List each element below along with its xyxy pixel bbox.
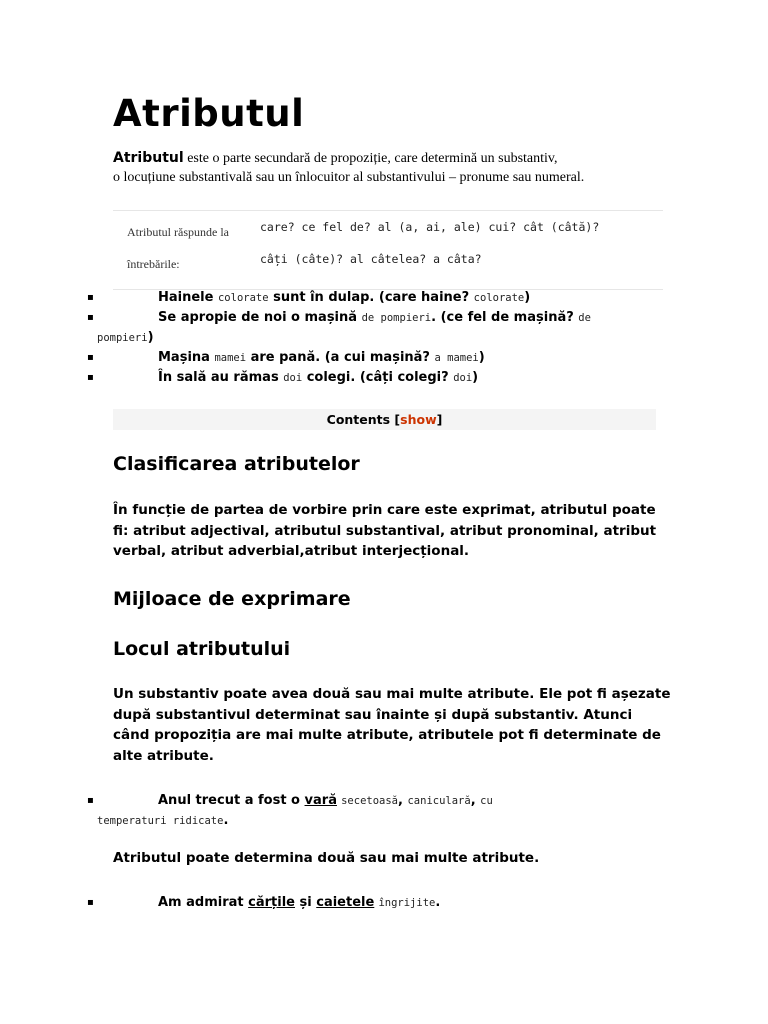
classification-paragraph: În funcție de partea de vorbire prin care este exprimat, atributul poate fi: atribut adjectival, atributul substantival, atribut pronominal, atribut verbal, atribut adverbial,atribut interjecțional. — [113, 502, 657, 559]
questions-label-line-2: întrebările: — [127, 257, 180, 271]
questions-list — [260, 211, 660, 275]
examples-list — [87, 288, 667, 388]
questions-line-1: care? ce fel de? al (a, ai, ale) cui? cât (câtă)? — [260, 220, 600, 234]
bullet-icon: ▪ — [87, 795, 94, 806]
place-paragraph: Un substantiv poate avea două sau mai multe atribute. Ele pot fi așezate după substantivul determinat sau înainte și după substantiv. Atunci când propoziția are mai multe atribute, atributele pot fi determinate de alte atribute. — [113, 686, 671, 764]
bullet-icon: ▪ — [87, 352, 94, 363]
table-of-contents: Contents [show] — [113, 409, 656, 430]
multiple-attributes-paragraph: Atributul poate determina două sau mai multe atribute. — [113, 850, 540, 866]
list-item: ▪ Anul trecut a fost o vară secetoasă, caniculară, cu temperaturi ridicate. — [87, 793, 493, 828]
list-item: ▪ Am admirat cărțile și caietele îngrijite. — [87, 893, 667, 913]
questions-label — [127, 216, 267, 280]
list-item: ▪ Mașina mamei are pană. (a cui mașină? a mamei) — [87, 348, 667, 368]
page-title: Atributul — [113, 92, 305, 135]
bullet-icon: ▪ — [87, 292, 94, 303]
bullet-icon: ▪ — [87, 897, 94, 908]
list-item: ▪ Se apropie de noi o mașină de pompieri. (ce fel de mașină? de pompieri) — [87, 310, 591, 345]
contents-show-link[interactable]: show — [400, 412, 437, 427]
example-year-list — [87, 791, 667, 831]
questions-label-line-1: Atributul răspunde la — [127, 225, 229, 239]
questions-line-2: câți (câte)? al câtelea? a câta? — [260, 252, 482, 266]
intro-line-1: este o parte secundară de propoziție, care determină un substantiv, — [183, 151, 558, 166]
intro-lead: Atributul — [113, 150, 184, 166]
questions-box — [113, 210, 663, 290]
heading-means-of-expression: Mijloace de exprimare — [113, 588, 351, 610]
bullet-icon: ▪ — [87, 372, 94, 383]
intro-paragraph — [113, 149, 673, 187]
heading-classification: Clasificarea atributelor — [113, 453, 360, 475]
list-item: ▪ Hainele colorate sunt în dulap. (care haine? colorate) — [87, 288, 667, 308]
list-item: ▪ În sală au rămas doi colegi. (câți colegi? doi) — [87, 368, 667, 388]
example-books-list — [87, 893, 667, 913]
heading-place-of-attribute: Locul atributului — [113, 638, 291, 660]
bullet-icon: ▪ — [87, 312, 94, 323]
contents-label: Contents — [326, 412, 391, 427]
intro-line-2: o locuțiune substantivală sau un înlocuitor al substantivului – pronume sau numeral. — [113, 170, 585, 185]
